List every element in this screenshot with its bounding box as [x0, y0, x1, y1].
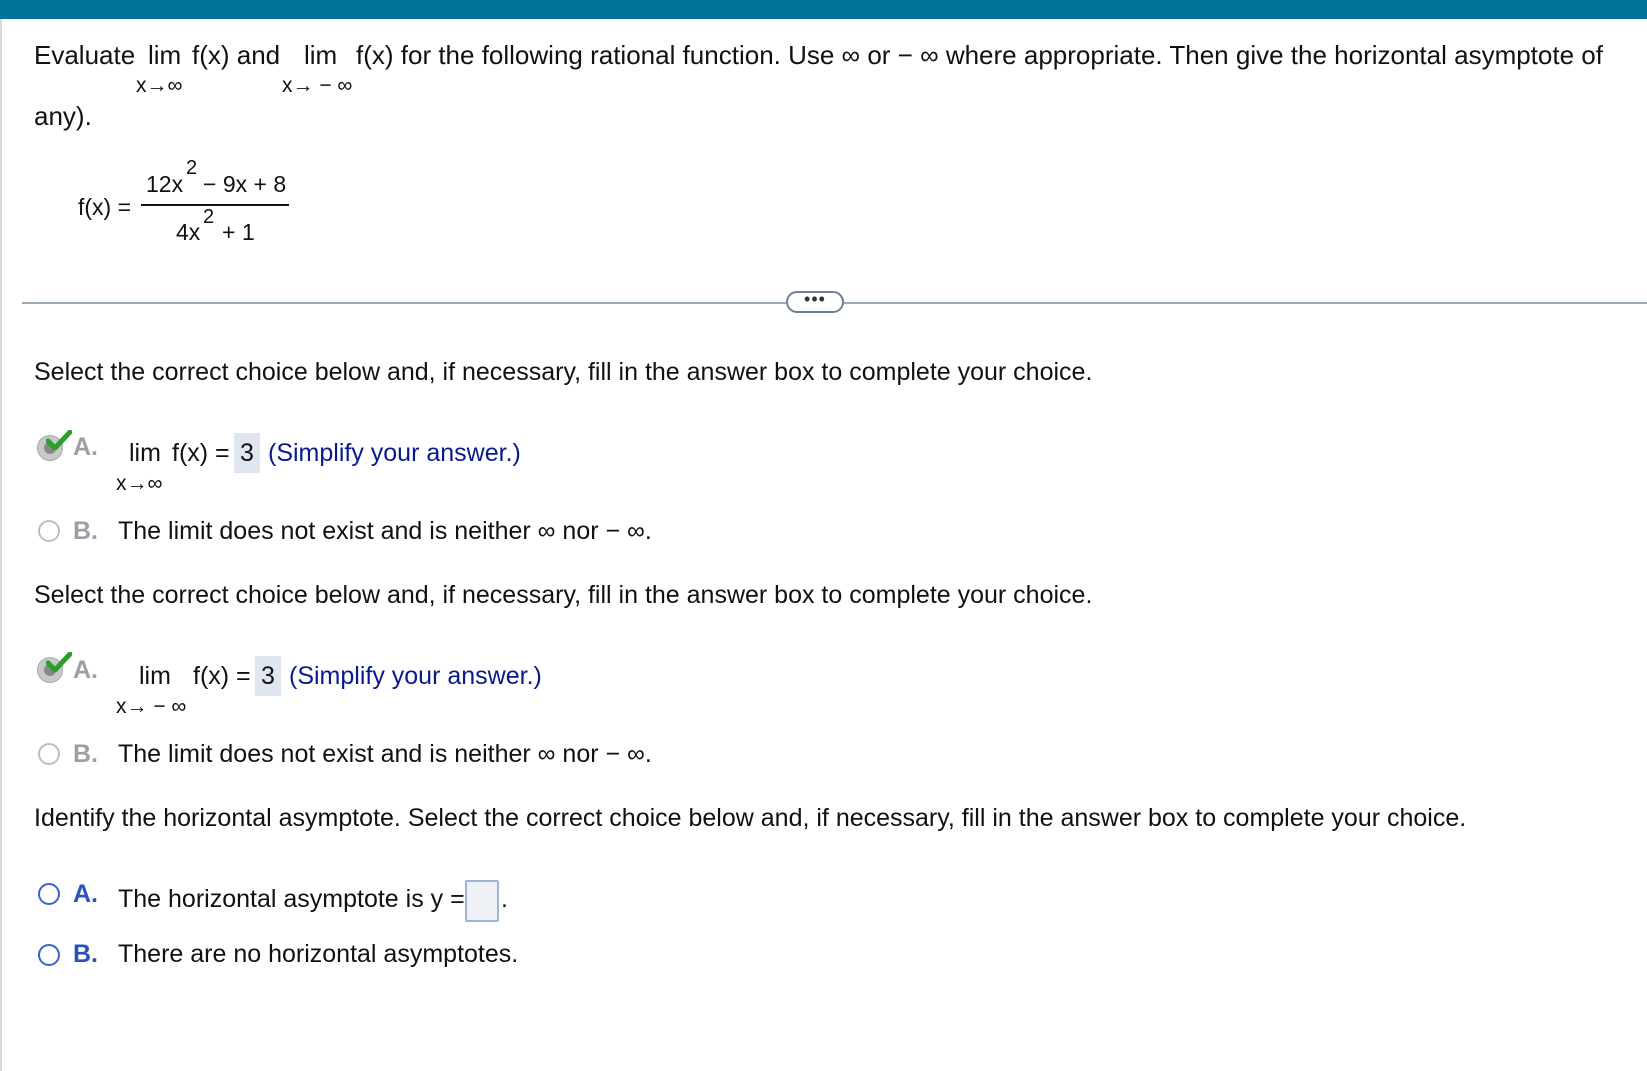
- question-evaluate: Evaluate: [34, 40, 136, 70]
- part1-choice-b-text: The limit does not exist and is neither ∞ nor − ∞.: [118, 517, 652, 545]
- part1-lim-label: lim: [129, 439, 161, 467]
- part2-lim-label: lim: [139, 662, 171, 690]
- checkmark-icon: [46, 652, 72, 674]
- part2-choice-a-letter: A.: [73, 656, 98, 684]
- part2-choice-b-letter: B.: [73, 740, 98, 768]
- part2-choice-a-radio[interactable]: [37, 657, 63, 683]
- part2-prompt: Select the correct choice below and, if necessary, fill in the answer box to complete your choice.: [34, 581, 1093, 609]
- divider-right: [844, 302, 1647, 304]
- question-text: f(x) for the following rational function. Use ∞ or − ∞ where appropriate. Then give the horizontal asymptote of: [356, 40, 1603, 70]
- part3-choice-a-letter: A.: [73, 880, 98, 908]
- part2-hint: (Simplify your answer.): [289, 662, 542, 690]
- denominator-rest: + 1: [222, 219, 255, 245]
- part1-choice-a-letter: A.: [73, 433, 98, 461]
- asymptote-answer-input[interactable]: [465, 880, 499, 922]
- checkmark-icon: [46, 430, 72, 452]
- part3-choice-a-radio[interactable]: [38, 883, 60, 905]
- more-options-button[interactable]: •••: [786, 291, 844, 313]
- part2-answer-box[interactable]: 3: [255, 656, 281, 696]
- part1-answer-box[interactable]: 3: [234, 433, 260, 473]
- part2-choice-b-text: The limit does not exist and is neither ∞ nor − ∞.: [118, 740, 652, 768]
- function-lhs: f(x) =: [78, 194, 132, 220]
- part3-choice-b-radio[interactable]: [38, 944, 60, 966]
- left-border: [0, 19, 2, 1071]
- part3-choice-a-text: The horizontal asymptote is y =: [118, 885, 465, 913]
- part3-choice-b-text: There are no horizontal asymptotes.: [118, 940, 519, 968]
- top-bar: [0, 0, 1647, 19]
- part2-lim-subscript: x→ − ∞: [116, 695, 187, 718]
- denominator-term-1: 4x: [176, 219, 201, 245]
- part1-choice-b-letter: B.: [73, 517, 98, 545]
- part3-prompt: Identify the horizontal asymptote. Select the correct choice below and, if necessary, fill in the answer box to complete your choice.: [34, 804, 1467, 832]
- divider-left: [22, 302, 786, 304]
- question-continuation: any).: [34, 101, 92, 131]
- fraction-bar: [141, 204, 289, 206]
- part2-fx-label: f(x) =: [193, 662, 251, 690]
- numerator-exponent: 2: [186, 157, 198, 179]
- part2-choice-b-radio[interactable]: [38, 743, 60, 765]
- part1-prompt: Select the correct choice below and, if necessary, fill in the answer box to complete your choice.: [34, 358, 1093, 386]
- part1-lim-subscript: x→∞: [116, 472, 163, 495]
- part1-choice-b-radio[interactable]: [38, 520, 60, 542]
- denominator-exponent: 2: [203, 206, 215, 228]
- lim-label-2: lim: [304, 40, 338, 70]
- part1-hint: (Simplify your answer.): [268, 439, 521, 467]
- lim-label-1: lim: [148, 40, 182, 70]
- lim1-subscript: x→∞: [136, 74, 183, 97]
- lim1-fx: f(x) and: [192, 40, 281, 70]
- part1-choice-a-radio[interactable]: [37, 435, 63, 461]
- part3-choice-a-period: .: [501, 885, 508, 913]
- numerator-rest: − 9x + 8: [203, 171, 287, 197]
- numerator-term-1: 12x: [146, 171, 184, 197]
- part3-choice-b-letter: B.: [73, 940, 98, 968]
- part1-fx-label: f(x) =: [172, 439, 230, 467]
- lim2-subscript: x→ − ∞: [282, 74, 353, 97]
